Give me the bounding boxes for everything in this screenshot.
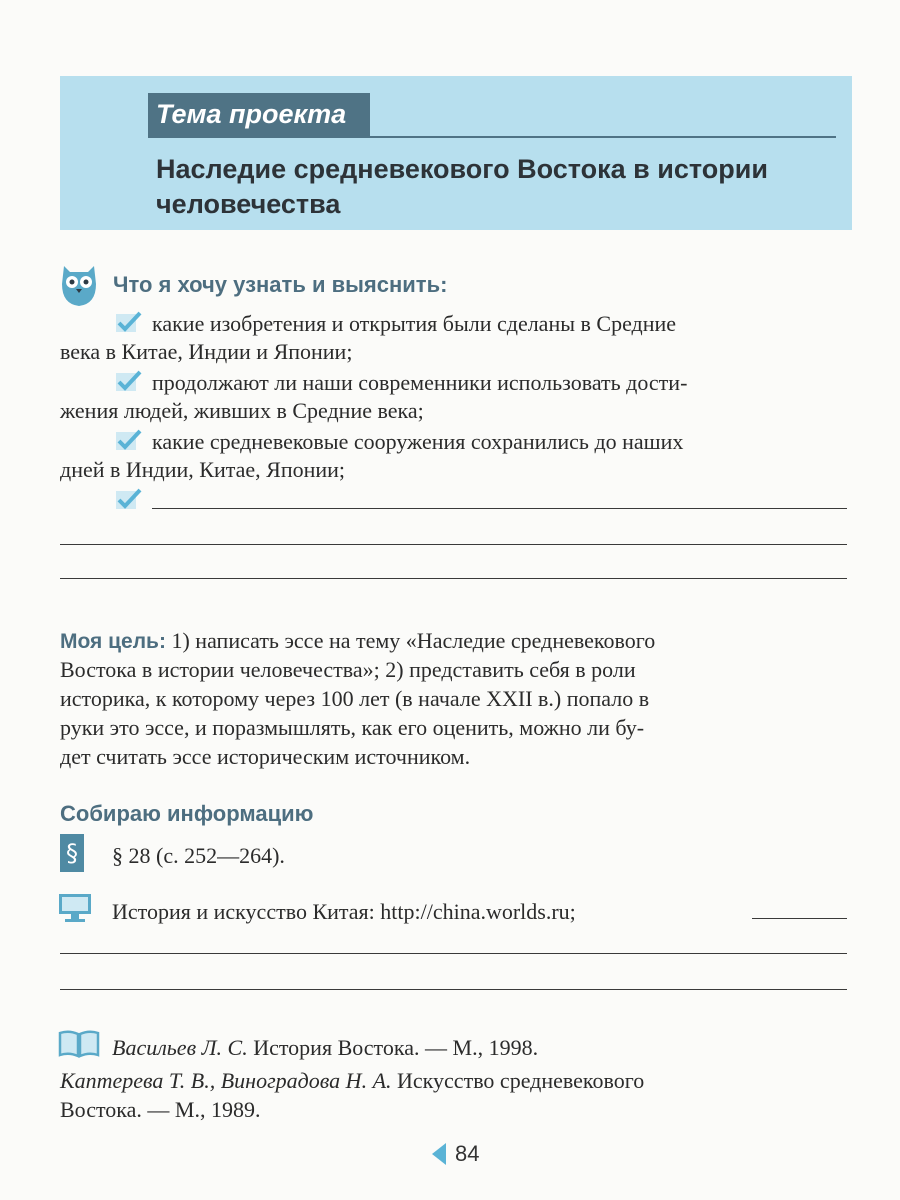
owl-icon — [58, 262, 100, 308]
goal-item-1-line2: века в Китае, Индии и Японии; — [60, 339, 353, 364]
goal-item-2-line2: жения людей, живших в Средние века; — [60, 398, 424, 423]
aim-line5: дет считать эссе историческим источником. — [60, 744, 471, 769]
goal-item-3-line1: какие средневековые сооружения сохранились до наших — [152, 429, 684, 454]
topic-title-line1: Наследие средневекового Востока в истории — [156, 154, 768, 184]
book-icon — [58, 1030, 100, 1058]
goal-blank-line[interactable] — [60, 578, 847, 579]
web-blank-line[interactable] — [752, 918, 847, 919]
aim-line3: историка, к которому через 100 лет (в начале XXII в.) попало в — [60, 686, 650, 711]
goals-heading: Что я хочу узнать и выяснить: — [113, 272, 448, 297]
checkmark-icon — [116, 311, 142, 333]
topic-tab-label: Тема проекта — [156, 99, 347, 129]
web-reference: История и искусство Китая: http://china.worlds.ru; — [112, 899, 576, 924]
textbook-reference: § 28 (с. 252—264). — [112, 843, 285, 868]
goal-item-3-line2: дней в Индии, Китае, Японии; — [60, 457, 346, 482]
topic-title-line2: человечества — [156, 189, 341, 219]
monitor-icon — [58, 893, 92, 923]
book-1-title: История Востока. — М., 1998. — [247, 1035, 539, 1060]
info-heading: Собираю информацию — [60, 801, 314, 826]
book-1-author: Васильев Л. С. — [112, 1035, 248, 1060]
topic-divider — [148, 136, 836, 138]
topic-title — [156, 152, 846, 222]
aim-line4: руки это эссе, и поразмышлять, как его оценить, можно ли бу- — [60, 715, 645, 740]
book-2-author: Каптерева Т. В., Виноградова Н. А. — [60, 1068, 392, 1093]
aim-text: 1) написать эссе на тему «Наследие средневекового — [165, 628, 656, 653]
web-blank-line[interactable] — [60, 953, 847, 954]
book-2-title: Искусство средневекового — [391, 1068, 645, 1093]
web-blank-line[interactable] — [60, 989, 847, 990]
book-reference-2-line2: Востока. — М., 1989. — [60, 1097, 261, 1122]
checkmark-icon — [116, 429, 142, 451]
goal-blank-line[interactable] — [152, 508, 847, 509]
paragraph-icon: § — [60, 834, 84, 872]
triangle-left-icon — [432, 1143, 446, 1165]
checkmark-icon — [116, 370, 142, 392]
aim-line1 — [60, 626, 847, 656]
goal-blank-line[interactable] — [60, 544, 847, 545]
goal-item-1-line1: какие изобретения и открытия были сделаны в Средние — [152, 311, 677, 336]
book-reference-1 — [112, 1033, 538, 1062]
book-reference-2 — [60, 1066, 644, 1095]
checkmark-icon — [116, 488, 142, 510]
page-number: 84 — [455, 1141, 480, 1166]
aim-line2: Востока в истории человечества»; 2) представить себя в роли — [60, 657, 636, 682]
aim-label: Моя цель: — [60, 630, 166, 653]
goal-item-2-line1: продолжают ли наши современники использовать дости- — [152, 370, 688, 395]
